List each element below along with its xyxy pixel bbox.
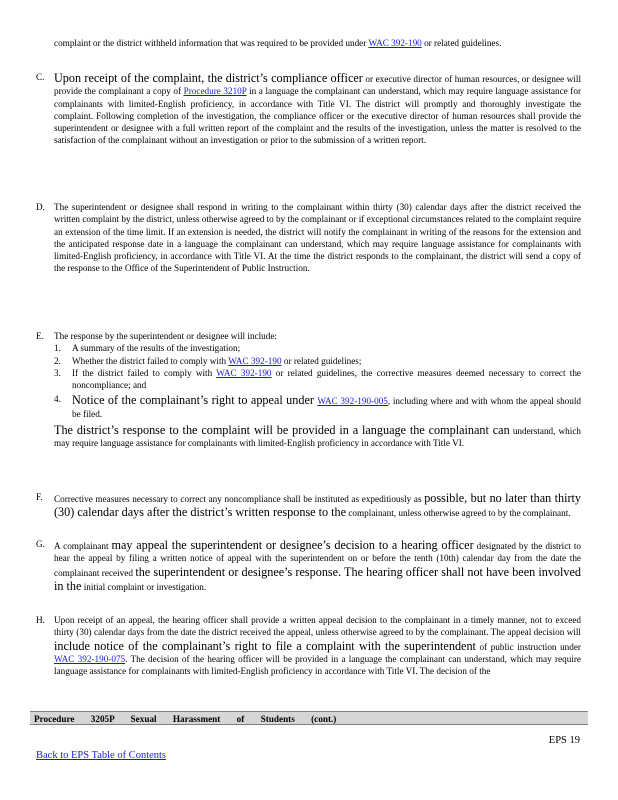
response-list: [54, 342, 581, 420]
list-number: 4.: [54, 394, 61, 405]
section-g-emphasis-2: the superintendent or designee’s response. The hearing officer shall not have been involved in the: [54, 564, 582, 593]
list-text: If the district failed to comply with: [72, 367, 217, 378]
section-d-text: The superintendent or designee shall respond in writing to the complainant within thirty (30) calendar days after the district received the written complaint by the district, unless otherwise agreed to by the complainant or if exceptional circumstances related to the complaint require an extension of the time limit. If an extension is needed, the district will notify the complainant in writing of the reasons for the extension and the anticipated response date in a language the complainant can understand, which may require language assistance for complainants with limited-English proficiency, in accordance with Title VI. At the time the district responds to the complainant, the district will send a copy of the response to the Office of the Superintendent of Public Instruction.: [54, 202, 581, 274]
section-letter: H.: [36, 615, 45, 625]
list-item: [54, 342, 581, 354]
procedure-footer-bar: Procedure 3205P Sexual Harassment of Students (cont.): [30, 711, 588, 725]
section-h: [36, 614, 581, 677]
section-e-emphasis: The district’s response to the complaint will be provided in a language the complainant can: [54, 423, 510, 438]
section-e-lead: The response by the superintendent or designee will include:: [54, 331, 277, 341]
section-f: [36, 491, 581, 520]
list-item: [54, 355, 581, 367]
list-text-emphasis: Notice of the complainant’s right to appeal under: [72, 393, 318, 408]
section-e-tail: understand, which may require language assistance for complainants with limited-English proficiency in accordance with Title VI.: [54, 426, 582, 449]
section-letter: G.: [36, 539, 45, 549]
intro-tail: or related guidelines.: [421, 38, 502, 48]
list-number: 3.: [54, 367, 61, 378]
list-text: , including where and with whom the appeal should be filed.: [72, 396, 582, 419]
section-h-text-3: . The decision of the hearing officer will be provided in a language the complainant can understand, which may require language assistance for complainants with limited-English proficiency in accordance with Title VI. The decision of the: [54, 653, 581, 677]
section-c-text-1: or executive director of human resources, or designee will provide the complainant a copy of: [54, 74, 582, 97]
section-c: [36, 71, 581, 147]
list-number: 2.: [54, 355, 61, 366]
section-c-text-2: in a language the complainant can understand, which may require language assistance for complainants with limited-English proficiency, in accordance with Title VI. The district will promptly and thoroughly investigate the complaint. Following completion of the investigation, the compliance officer or the executive director of human resources shall provide the superintendent or designee with a full written report of the complaint and the results of the investigation, unless the matter is resolved to the satisfaction of the complainant without an investigation or prior to the submission of a written report.: [54, 86, 582, 146]
wac-link[interactable]: WAC 392-190: [216, 367, 272, 378]
section-e-closing: [54, 423, 581, 450]
list-item: [54, 367, 581, 392]
section-letter: F.: [36, 492, 43, 502]
wac-link[interactable]: WAC 392-190-005: [317, 396, 388, 407]
section-letter: C.: [36, 72, 45, 82]
list-text: A summary of the results of the investigation;: [72, 343, 241, 354]
section-h-text-2: of public instruction under: [475, 641, 581, 652]
section-letter: D.: [36, 202, 45, 212]
section-g-emphasis-1: may appeal the superintendent or designee’s decision to a hearing officer: [111, 538, 474, 552]
list-item: [54, 393, 581, 420]
section-g-text-2: designated by the district to hear the appeal by filing a written notice of appeal with the superintendent on or before the tenth (10th) calendar day from the date the complainant received: [54, 541, 581, 578]
wac-link[interactable]: WAC 392-190: [228, 355, 282, 366]
list-text: Whether the district failed to comply with: [72, 355, 229, 366]
intro-paragraph: [54, 37, 581, 49]
section-f-text-1: Corrective measures necessary to correct any noncompliance shall be instituted as expeditiously as: [54, 494, 425, 504]
section-letter: E.: [36, 331, 44, 341]
intro-text: complaint or the district withheld information that was required to be provided under: [54, 38, 369, 48]
section-h-text-1: Upon receipt of an appeal, the hearing officer shall provide a written appeal decision to the complainant in a timely manner, not to exceed thirty (30) calendar days from the date the district received the appeal, unless otherwise agreed to by the complainant. The appeal decision will: [54, 615, 581, 638]
page-number: EPS 19: [548, 735, 580, 746]
section-f-text-2: complainant, unless otherwise agreed to by the complainant.: [346, 508, 571, 519]
procedure-link[interactable]: Procedure 3210P: [183, 86, 247, 97]
section-g-text-1: A complainant: [54, 541, 112, 551]
list-text: or related guidelines;: [281, 355, 362, 366]
wac-link[interactable]: WAC 392-190: [368, 38, 422, 48]
wac-link[interactable]: WAC 392-190-075: [54, 653, 126, 664]
section-f-emphasis: possible, but no later than thirty (30) calendar days after the district’s written response to the: [54, 491, 582, 520]
section-g-text-3: initial complaint or investigation.: [81, 581, 207, 592]
list-text: or related guidelines, the corrective measures deemed necessary to correct the noncompliance; and: [72, 367, 581, 391]
back-to-contents-link[interactable]: Back to EPS Table of Contents: [36, 750, 167, 761]
section-e: [36, 330, 581, 450]
section-g: [36, 538, 581, 593]
section-c-emphasis: Upon receipt of the complaint, the district’s compliance officer: [54, 71, 363, 85]
section-h-emphasis: include notice of the complainant’s right to file a complaint with the superintendent: [54, 638, 476, 653]
list-number: 1.: [54, 343, 61, 354]
section-d: [36, 201, 581, 275]
